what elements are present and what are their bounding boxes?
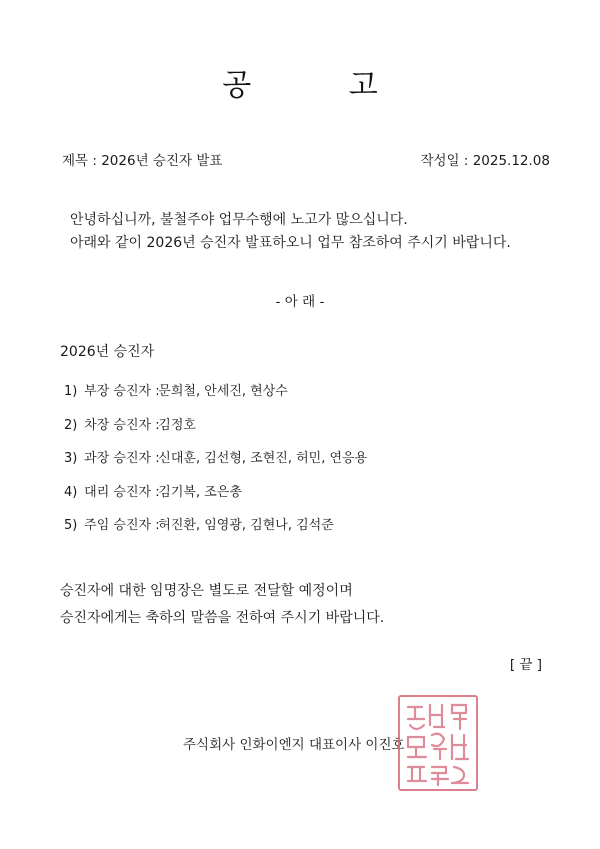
subject-line: 제목 : 2026년 승진자 발표: [62, 153, 223, 169]
closing-line: 승진자에 대한 임명장은 별도로 전달할 예정이며: [60, 583, 353, 599]
intro-line: 아래와 같이 2026년 승진자 발표하오니 업무 참조하여 주시기 바랍니다.: [70, 235, 511, 251]
item-names: 김기복, 조은총: [158, 484, 242, 500]
date-line: 작성일 : 2025.12.08: [420, 153, 550, 169]
company-seal-icon: [398, 695, 478, 791]
item-role: 주임 승진자 :: [84, 518, 160, 533]
list-item: [64, 414, 367, 448]
item-number: 5): [64, 518, 78, 533]
closing-paragraph: [60, 578, 384, 632]
item-names: 허진환, 임영광, 김현나, 김석준: [158, 518, 334, 533]
item-names: 김정호: [158, 417, 196, 433]
below-heading: - 아 래 -: [275, 294, 325, 310]
meta-row: [62, 149, 550, 169]
item-names: 신대훈, 김선형, 조현진, 허민, 연응용: [158, 451, 368, 466]
item-role: 대리 승진자 :: [84, 484, 160, 500]
list-item: [64, 514, 367, 548]
intro-paragraph: [70, 209, 511, 255]
section-title: 2026년 승진자: [60, 344, 155, 360]
item-number: 3): [64, 451, 78, 466]
item-role: 과장 승진자 :: [84, 451, 160, 466]
document-title: 공 고: [222, 68, 422, 103]
item-number: 4): [64, 484, 78, 500]
promotion-list: [64, 380, 367, 548]
list-item: [64, 380, 367, 414]
item-role: 부장 승진자 :: [84, 384, 160, 399]
end-mark: [ 끝 ]: [509, 657, 542, 673]
seal-graphic: [400, 697, 476, 789]
item-role: 차장 승진자 :: [84, 417, 160, 433]
intro-line: 안녕하십니까, 불철주야 업무수행에 노고가 많으십니다.: [70, 212, 408, 228]
closing-line: 승진자에게는 축하의 말씀을 전하여 주시기 바랍니다.: [60, 610, 385, 626]
list-item: [64, 481, 367, 515]
item-names: 문희철, 안세진, 현상수: [158, 384, 288, 399]
signature-line: 주식회사 인화이엔지 대표이사 이진호: [183, 737, 405, 753]
list-item: [64, 447, 367, 481]
item-number: 1): [64, 384, 78, 399]
item-number: 2): [64, 417, 78, 433]
